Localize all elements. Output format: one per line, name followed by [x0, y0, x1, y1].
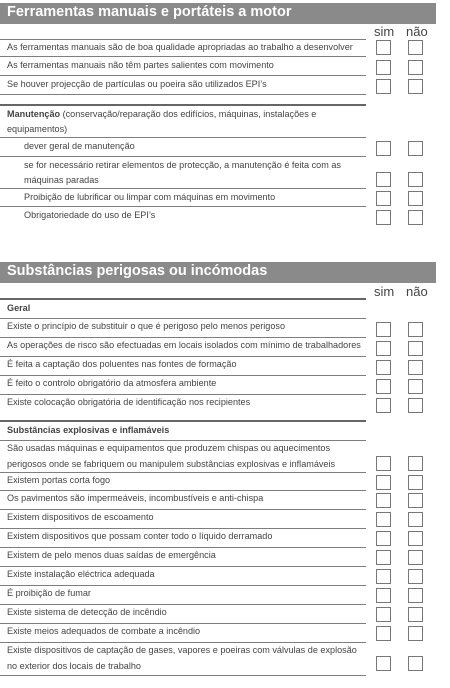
column-header-no: não [406, 284, 428, 299]
yes-checkbox[interactable] [376, 569, 391, 584]
no-checkbox[interactable] [408, 607, 423, 622]
yes-checkbox[interactable] [376, 398, 391, 413]
no-checkbox[interactable] [408, 379, 423, 394]
yes-checkbox[interactable] [376, 341, 391, 356]
no-checkbox[interactable] [408, 191, 423, 206]
yes-checkbox[interactable] [376, 60, 391, 75]
question-text: se for necessário retirar elementos de protecção, a manutenção é feita com as [24, 160, 341, 170]
no-checkbox[interactable] [408, 322, 423, 337]
question-text: dever geral de manutenção [24, 141, 135, 151]
no-checkbox[interactable] [408, 475, 423, 490]
maintenance-heading-line2: equipamentos) [7, 124, 68, 134]
no-checkbox[interactable] [408, 360, 423, 375]
yes-checkbox[interactable] [376, 607, 391, 622]
question-text: Proibição de lubrificar ou limpar com máquinas em movimento [24, 192, 276, 202]
row-divider [0, 675, 366, 676]
no-checkbox[interactable] [408, 210, 423, 225]
column-header-yes: sim [374, 24, 395, 39]
yes-checkbox[interactable] [376, 172, 391, 187]
question-text: Existe instalação eléctrica adequada [7, 569, 155, 579]
yes-checkbox[interactable] [376, 210, 391, 225]
question-text: Existe o princípio de substituir o que é perigoso pelo menos perigoso [7, 321, 286, 331]
row-divider [0, 94, 366, 95]
yes-checkbox[interactable] [376, 626, 391, 641]
question-text: Existe meios adequados de combate a incêndio [7, 626, 201, 636]
no-checkbox[interactable] [408, 341, 423, 356]
question-text: As ferramentas manuais são de boa qualidade apropriadas ao trabalho a desenvolver [7, 42, 353, 52]
question-text-line2: no exterior dos locais de trabalho [7, 661, 141, 671]
question-text: As operações de risco são efectuadas em locais isolados com mínimo de trabalhadores [7, 340, 361, 350]
no-checkbox[interactable] [408, 656, 423, 671]
column-header-yes: sim [374, 284, 395, 299]
question-text: Existe colocação obrigatória de identificação nos recipientes [7, 397, 251, 407]
question-text: As ferramentas manuais não têm partes salientes com movimento [7, 60, 274, 70]
no-checkbox[interactable] [408, 60, 423, 75]
yes-checkbox[interactable] [376, 79, 391, 94]
question-text: Se houver projecção de partículas ou poeira são utilizados EPI’s [7, 79, 267, 89]
no-checkbox[interactable] [408, 40, 423, 55]
yes-checkbox[interactable] [376, 512, 391, 527]
yes-checkbox[interactable] [376, 588, 391, 603]
question-text: Existe dispositivos de captação de gases, vapores e poeiras com válvulas de explosão [7, 645, 357, 655]
yes-checkbox[interactable] [376, 493, 391, 508]
group-divider [0, 298, 366, 300]
question-text: É proibição de fumar [7, 588, 91, 598]
yes-checkbox[interactable] [376, 191, 391, 206]
maintenance-heading-rest: (conservação/reparação dos edifícios, máquinas, instalações e [60, 109, 317, 119]
question-text: É feita a captação dos poluentes nas fontes de formação [7, 359, 237, 369]
yes-checkbox[interactable] [376, 456, 391, 471]
yes-checkbox[interactable] [376, 360, 391, 375]
subheading-explosive: Substâncias explosivas e inflamáveis [7, 425, 170, 435]
no-checkbox[interactable] [408, 512, 423, 527]
question-text: Existe sistema de detecção de incêndio [7, 607, 167, 617]
question-text-line2: perigosos onde se fabriquem ou manipulem substâncias explosivas e inflamáveis [7, 459, 336, 469]
question-text: Existem dispositivos de escoamento [7, 512, 154, 522]
no-checkbox[interactable] [408, 172, 423, 187]
question-text-line2: máquinas paradas [24, 175, 99, 185]
section-title: Ferramentas manuais e portáteis a motor [7, 4, 292, 20]
yes-checkbox[interactable] [376, 40, 391, 55]
yes-checkbox[interactable] [376, 531, 391, 546]
question-text: Os pavimentos são impermeáveis, incombustíveis e anti-chispa [7, 493, 264, 503]
section-header-tools [0, 3, 436, 24]
question-text: Existem de pelo menos duas saídas de emergência [7, 550, 216, 560]
no-checkbox[interactable] [408, 588, 423, 603]
question-text: Obrigatoriedade do uso de EPI’s [24, 210, 156, 220]
question-text: Existem portas corta fogo [7, 475, 111, 485]
question-text: Existem dispositivos que possam conter todo o líquido derramado [7, 531, 273, 541]
column-header-no: não [406, 24, 428, 39]
no-checkbox[interactable] [408, 569, 423, 584]
no-checkbox[interactable] [408, 550, 423, 565]
section-header-hazardous [0, 262, 436, 283]
no-checkbox[interactable] [408, 493, 423, 508]
no-checkbox[interactable] [408, 626, 423, 641]
no-checkbox[interactable] [408, 141, 423, 156]
no-checkbox[interactable] [408, 456, 423, 471]
section-title: Substâncias perigosas ou incómodas [7, 263, 268, 279]
subheading-general: Geral [7, 303, 31, 313]
yes-checkbox[interactable] [376, 656, 391, 671]
no-checkbox[interactable] [408, 79, 423, 94]
no-checkbox[interactable] [408, 531, 423, 546]
yes-checkbox[interactable] [376, 141, 391, 156]
question-text: São usadas máquinas e equipamentos que produzem chispas ou aquecimentos [7, 443, 331, 453]
yes-checkbox[interactable] [376, 550, 391, 565]
maintenance-heading-bold: Manutenção [7, 109, 61, 119]
yes-checkbox[interactable] [376, 322, 391, 337]
no-checkbox[interactable] [408, 398, 423, 413]
yes-checkbox[interactable] [376, 475, 391, 490]
question-text: É feito o controlo obrigatório da atmosfera ambiente [7, 378, 217, 388]
yes-checkbox[interactable] [376, 379, 391, 394]
